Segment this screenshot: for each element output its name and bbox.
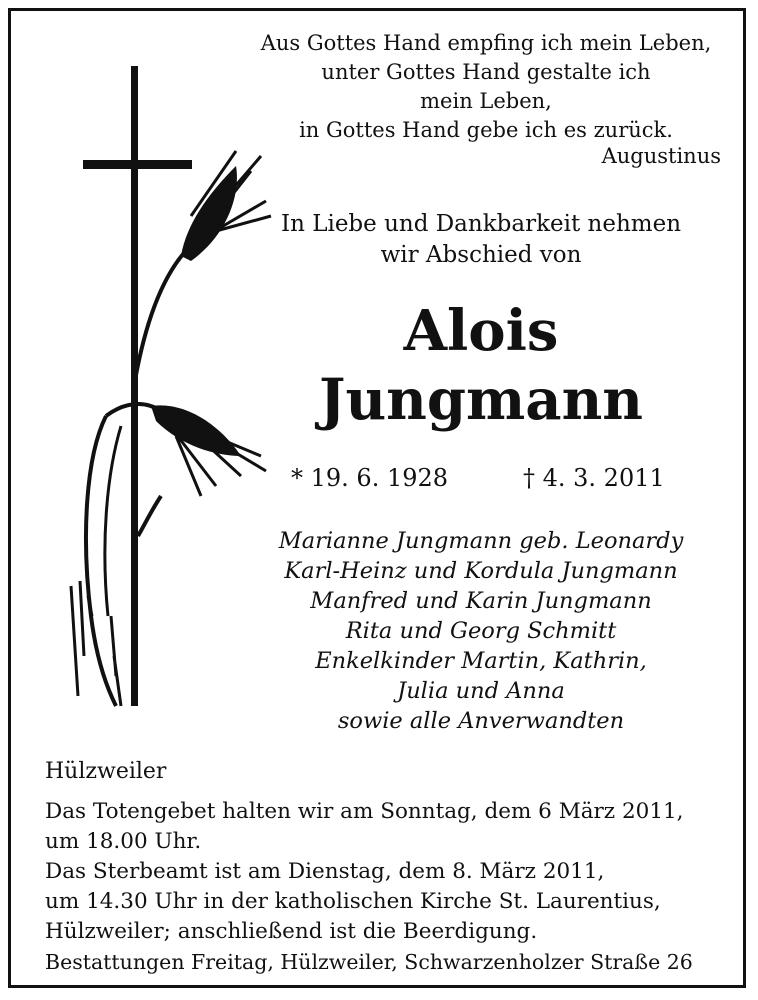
- obituary-notice: [8, 8, 746, 988]
- deceased-first-name: Alois: [403, 298, 559, 364]
- place-name: Hülzweiler: [45, 759, 167, 784]
- birth-date: * 19. 6. 1928: [291, 464, 449, 492]
- service-line: Das Totengebet halten wir am Sonntag, dem 6 März 2011,: [45, 799, 684, 824]
- mourner-line: Julia und Anna: [397, 678, 565, 704]
- poem: [236, 29, 736, 145]
- poem-line: Aus Gottes Hand empfing ich mein Leben,: [260, 31, 712, 55]
- service-line: um 18.00 Uhr.: [45, 829, 202, 854]
- intro-text: [251, 209, 711, 271]
- mourner-line: Marianne Jungmann geb. Leonardy: [278, 528, 684, 554]
- poem-line: unter Gottes Hand gestalte ich: [321, 60, 651, 84]
- mourner-line: Enkelkinder Martin, Kathrin,: [315, 648, 647, 674]
- mourner-line: Rita und Georg Schmitt: [345, 618, 617, 644]
- funeral-home-footer: Bestattungen Freitag, Hülzweiler, Schwarzenholzer Straße 26: [45, 950, 693, 974]
- intro-line: wir Abschied von: [380, 242, 582, 268]
- mourner-line: sowie alle Anverwandten: [337, 708, 625, 734]
- service-line: Hülzweiler; anschließend ist die Beerdigung.: [45, 919, 538, 944]
- cross-with-wheat-icon: [66, 56, 276, 716]
- service-info: [45, 797, 684, 947]
- poem-attribution: Augustinus: [601, 144, 721, 168]
- mourner-line: Karl-Heinz und Kordula Jungmann: [284, 558, 678, 584]
- deceased-last-name: Jungmann: [318, 367, 644, 433]
- mourners-list: [251, 526, 711, 736]
- poem-line: mein Leben,: [420, 89, 552, 113]
- mourner-line: Manfred und Karin Jungmann: [310, 588, 652, 614]
- intro-line: In Liebe und Dankbarkeit nehmen: [280, 211, 682, 237]
- poem-line: in Gottes Hand gebe ich es zurück.: [299, 118, 673, 142]
- death-date: † 4. 3. 2011: [523, 464, 665, 492]
- service-line: Das Sterbeamt ist am Dienstag, dem 8. März 2011,: [45, 859, 605, 884]
- service-line: um 14.30 Uhr in der katholischen Kirche St. Laurentius,: [45, 889, 661, 914]
